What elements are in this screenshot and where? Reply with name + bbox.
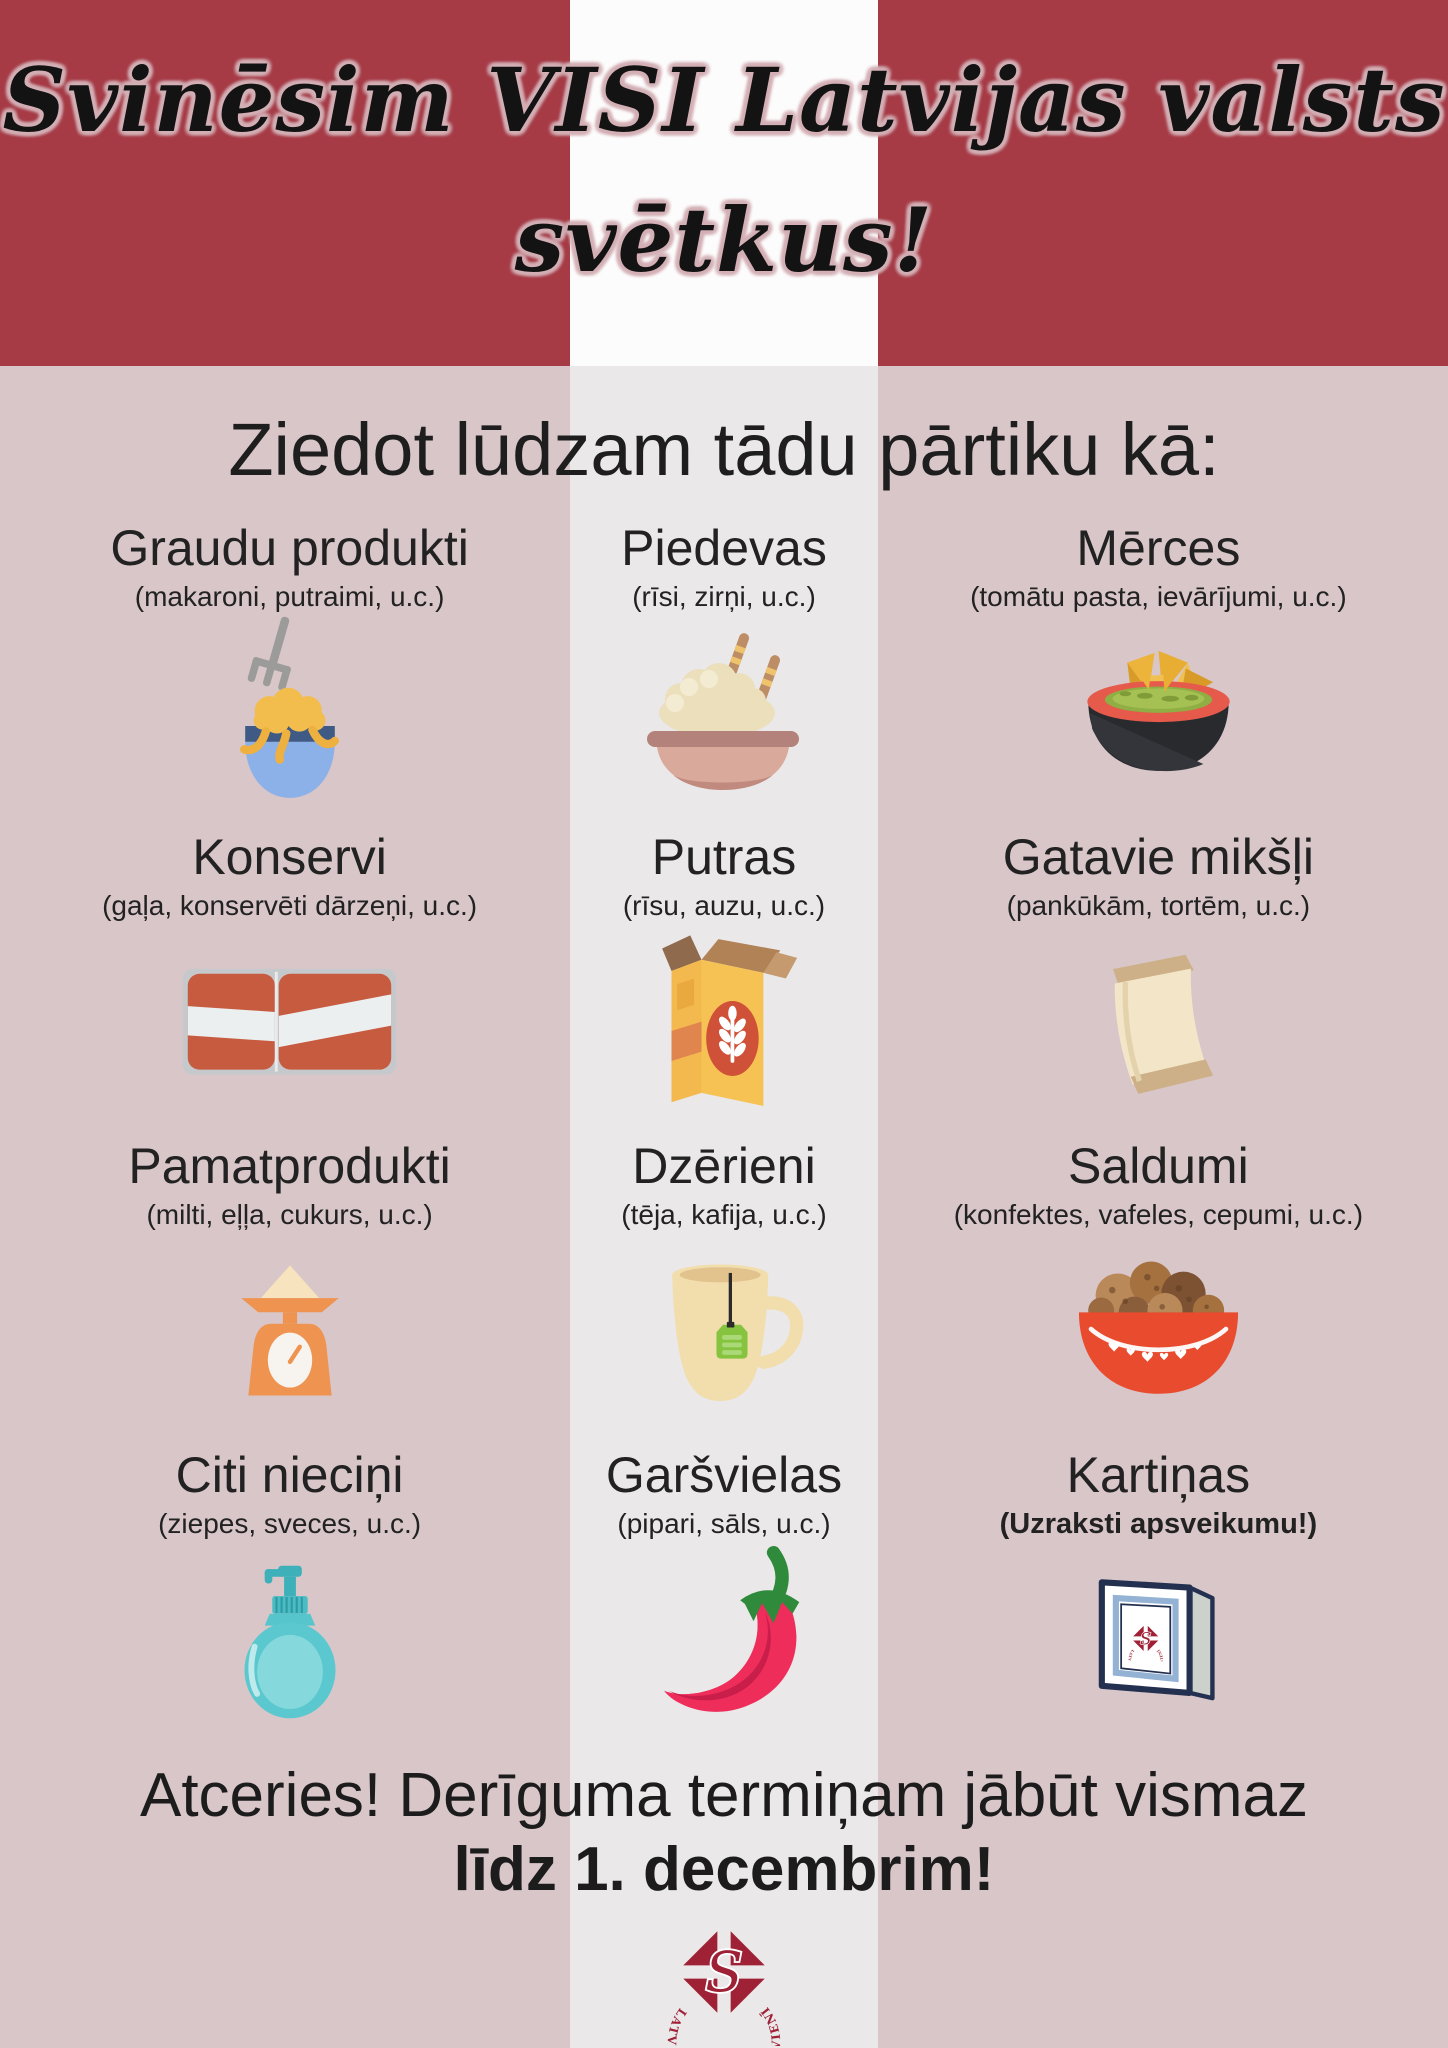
category-title: Graudu produkti bbox=[110, 520, 469, 576]
category-cell-konservi bbox=[0, 814, 579, 1123]
footer-note bbox=[0, 1760, 1448, 1908]
category-title: Konservi bbox=[192, 829, 387, 885]
category-title: Mērces bbox=[1076, 520, 1241, 576]
nacho-dip-bowl-icon bbox=[1061, 647, 1256, 784]
category-cell-graudu-produkti bbox=[0, 505, 579, 814]
category-cell-piedevas bbox=[579, 505, 869, 814]
category-title: Citi nieciņi bbox=[175, 1447, 404, 1503]
poster-title bbox=[0, 30, 1448, 310]
poster-title-line1: Svinēsim VISI Latvijas valsts bbox=[2, 48, 1446, 152]
category-title: Dzērieni bbox=[632, 1138, 816, 1194]
category-title: Pamatprodukti bbox=[128, 1138, 451, 1194]
sweets-bowl-icon bbox=[1066, 1255, 1251, 1413]
category-subtitle: (tēja, kafija, u.c.) bbox=[621, 1199, 827, 1230]
category-cell-putras bbox=[579, 814, 869, 1123]
spaghetti-bowl-icon bbox=[220, 614, 360, 817]
category-subtitle: (konfektes, vafeles, cepumi, u.c.) bbox=[953, 1199, 1364, 1230]
category-subtitle: (rīsi, zirņi, u.c.) bbox=[632, 581, 816, 612]
footer-line1: Atceries! Derīguma termiņam jābūt vismaz bbox=[139, 1761, 1309, 1830]
category-cell-merces bbox=[869, 505, 1448, 814]
category-subtitle: (makaroni, putraimi, u.c.) bbox=[134, 581, 445, 612]
samaritan-logo bbox=[0, 1898, 1448, 2048]
category-title: Kartiņas bbox=[1066, 1447, 1251, 1503]
canned-food-icon bbox=[177, 965, 402, 1083]
category-title: Gatavie mikšļi bbox=[1002, 829, 1314, 885]
category-cell-dzerieni bbox=[579, 1123, 869, 1432]
category-cell-pamatprodukti bbox=[0, 1123, 579, 1432]
category-title: Garšvielas bbox=[605, 1447, 843, 1503]
donation-heading: Ziedot lūdzam tādu pārtiku kā: bbox=[228, 408, 1220, 491]
poster-title-line2: svētkus! bbox=[514, 188, 934, 292]
cereal-box-icon bbox=[649, 926, 799, 1123]
category-cell-citi-niecini bbox=[0, 1432, 579, 1741]
category-title: Saldumi bbox=[1068, 1138, 1249, 1194]
category-subtitle: (milti, eļļa, cukurs, u.c.) bbox=[146, 1199, 433, 1230]
category-subtitle: (ziepes, sveces, u.c.) bbox=[158, 1508, 422, 1539]
category-title: Putras bbox=[651, 829, 797, 885]
category-cell-garsvielas bbox=[579, 1432, 869, 1741]
category-title: Piedevas bbox=[621, 520, 827, 576]
kitchen-scale-icon bbox=[228, 1260, 352, 1407]
category-subtitle: (pipari, sāls, u.c.) bbox=[617, 1508, 831, 1539]
rice-bowl-icon bbox=[629, 633, 819, 798]
category-cell-gatavie-miksli bbox=[869, 814, 1448, 1123]
category-subtitle: (rīsu, auzu, u.c.) bbox=[622, 890, 826, 921]
category-subtitle: (gaļa, konservēti dārzeņi, u.c.) bbox=[102, 890, 478, 921]
paper-bag-icon bbox=[1091, 937, 1226, 1113]
tea-mug-icon bbox=[644, 1256, 804, 1412]
category-subtitle: (pankūkām, tortēm, u.c.) bbox=[1006, 890, 1311, 921]
category-cell-saldumi bbox=[869, 1123, 1448, 1432]
category-grid bbox=[0, 505, 1448, 1741]
category-subtitle: (tomātu pasta, ievārījumi, u.c.) bbox=[970, 581, 1347, 612]
chili-pepper-icon bbox=[624, 1545, 824, 1740]
footer-line2: līdz 1. decembrim! bbox=[453, 1835, 995, 1904]
category-cell-kartinas bbox=[869, 1432, 1448, 1741]
greeting-card-icon bbox=[1079, 1570, 1237, 1715]
soap-dispenser-icon bbox=[231, 1559, 349, 1726]
category-subtitle: (Uzraksti apsveikumu!) bbox=[999, 1508, 1318, 1540]
